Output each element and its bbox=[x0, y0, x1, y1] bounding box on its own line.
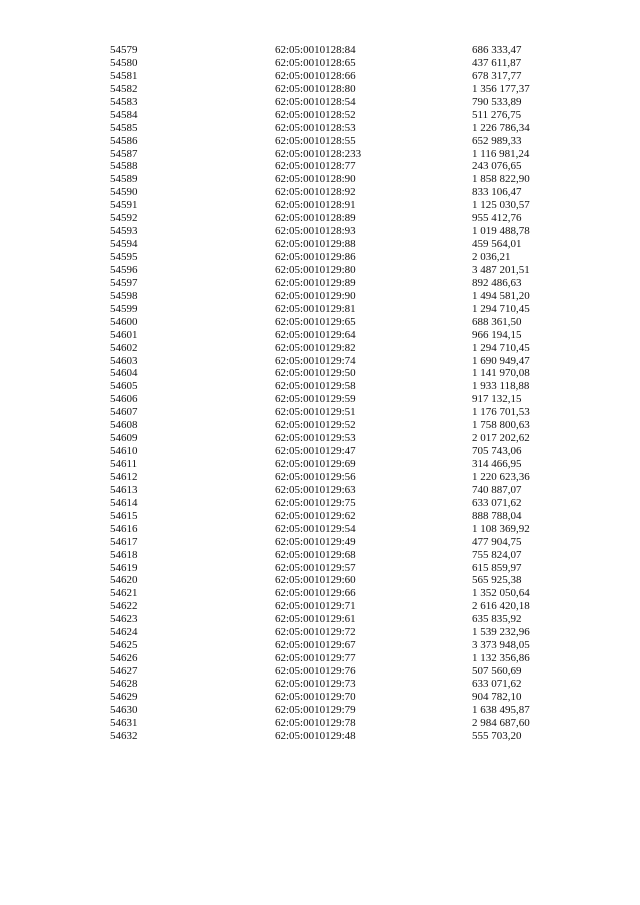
cadastral-value: 652 989,33 bbox=[472, 134, 522, 147]
cadastral-number: 62:05:0010129:59 bbox=[275, 393, 356, 406]
cadastral-number: 62:05:0010128:93 bbox=[275, 225, 356, 238]
table-row bbox=[0, 549, 640, 562]
cadastral-value: 1 226 786,34 bbox=[472, 121, 530, 134]
cadastral-value: 1 176 701,53 bbox=[472, 406, 530, 419]
table-row bbox=[0, 290, 640, 303]
row-number: 54615 bbox=[110, 509, 138, 522]
table-row bbox=[0, 510, 640, 523]
row-number: 54614 bbox=[110, 496, 138, 509]
table-row bbox=[0, 704, 640, 717]
cadastral-number: 62:05:0010129:75 bbox=[275, 496, 356, 509]
cadastral-value: 1 294 710,45 bbox=[472, 302, 530, 315]
row-number: 54623 bbox=[110, 613, 138, 626]
cadastral-value: 1 141 970,08 bbox=[472, 367, 530, 380]
row-number: 54593 bbox=[110, 225, 138, 238]
row-number: 54625 bbox=[110, 639, 138, 652]
cadastral-number: 62:05:0010129:82 bbox=[275, 341, 356, 354]
table-row bbox=[0, 277, 640, 290]
table-row bbox=[0, 536, 640, 549]
cadastral-value: 833 106,47 bbox=[472, 186, 522, 199]
cadastral-value: 686 333,47 bbox=[472, 44, 522, 56]
cadastral-number: 62:05:0010128:65 bbox=[275, 56, 356, 69]
table-row bbox=[0, 717, 640, 730]
row-number: 54605 bbox=[110, 380, 138, 393]
row-number: 54588 bbox=[110, 160, 138, 173]
row-number: 54580 bbox=[110, 56, 138, 69]
table-row bbox=[0, 613, 640, 626]
row-number: 54609 bbox=[110, 432, 138, 445]
table-row bbox=[0, 665, 640, 678]
cadastral-value: 1 108 369,92 bbox=[472, 522, 530, 535]
row-number: 54602 bbox=[110, 341, 138, 354]
table-row bbox=[0, 316, 640, 329]
table-row bbox=[0, 238, 640, 251]
row-number: 54624 bbox=[110, 626, 138, 639]
table-row bbox=[0, 445, 640, 458]
row-number: 54629 bbox=[110, 690, 138, 703]
table-row bbox=[0, 419, 640, 432]
table-row bbox=[0, 329, 640, 342]
row-number: 54601 bbox=[110, 328, 138, 341]
table-row bbox=[0, 406, 640, 419]
row-number: 54599 bbox=[110, 302, 138, 315]
cadastral-number: 62:05:0010128:66 bbox=[275, 69, 356, 82]
cadastral-value: 1 539 232,96 bbox=[472, 626, 530, 639]
table-row bbox=[0, 160, 640, 173]
table-row bbox=[0, 380, 640, 393]
row-number: 54579 bbox=[110, 44, 138, 56]
row-number: 54613 bbox=[110, 483, 138, 496]
cadastral-value: 1 933 118,88 bbox=[472, 380, 530, 393]
row-number: 54621 bbox=[110, 587, 138, 600]
row-number: 54619 bbox=[110, 561, 138, 574]
cadastral-number: 62:05:0010129:77 bbox=[275, 652, 356, 665]
table-row bbox=[0, 303, 640, 316]
cadastral-value: 790 533,89 bbox=[472, 95, 522, 108]
cadastral-value: 1 220 623,36 bbox=[472, 470, 530, 483]
cadastral-number: 62:05:0010128:54 bbox=[275, 95, 356, 108]
cadastral-value: 892 486,63 bbox=[472, 276, 522, 289]
cadastral-value: 477 904,75 bbox=[472, 535, 522, 548]
cadastral-number: 62:05:0010129:51 bbox=[275, 406, 356, 419]
cadastral-number: 62:05:0010129:64 bbox=[275, 328, 356, 341]
table-row bbox=[0, 135, 640, 148]
table-row bbox=[0, 367, 640, 380]
cadastral-number: 62:05:0010128:52 bbox=[275, 108, 356, 121]
row-number: 54631 bbox=[110, 716, 138, 729]
cadastral-value: 678 317,77 bbox=[472, 69, 522, 82]
cadastral-number: 62:05:0010129:69 bbox=[275, 458, 356, 470]
cadastral-number: 62:05:0010129:49 bbox=[275, 535, 356, 548]
row-number: 54595 bbox=[110, 251, 138, 263]
row-number: 54620 bbox=[110, 574, 138, 587]
cadastral-value: 1 758 800,63 bbox=[472, 419, 530, 432]
table-row bbox=[0, 264, 640, 277]
cadastral-value: 1 494 581,20 bbox=[472, 289, 530, 302]
cadastral-number: 62:05:0010129:50 bbox=[275, 367, 356, 380]
cadastral-value: 615 859,97 bbox=[472, 561, 522, 574]
cadastral-number: 62:05:0010129:78 bbox=[275, 716, 356, 729]
cadastral-value: 1 019 488,78 bbox=[472, 225, 530, 238]
cadastral-value: 705 743,06 bbox=[472, 445, 522, 458]
table-row bbox=[0, 600, 640, 613]
cadastral-value: 1 294 710,45 bbox=[472, 341, 530, 354]
cadastral-number: 62:05:0010129:79 bbox=[275, 703, 356, 716]
row-number: 54610 bbox=[110, 445, 138, 458]
row-number: 54598 bbox=[110, 289, 138, 302]
cadastral-value: 635 835,92 bbox=[472, 613, 522, 626]
table-row bbox=[0, 96, 640, 109]
row-number: 54590 bbox=[110, 186, 138, 199]
row-number: 54622 bbox=[110, 600, 138, 613]
cadastral-number: 62:05:0010129:86 bbox=[275, 251, 356, 263]
cadastral-value: 740 887,07 bbox=[472, 483, 522, 496]
table-row bbox=[0, 626, 640, 639]
cadastral-value: 2 616 420,18 bbox=[472, 600, 530, 613]
table-row bbox=[0, 393, 640, 406]
cadastral-value: 3 373 948,05 bbox=[472, 639, 530, 652]
row-number: 54616 bbox=[110, 522, 138, 535]
row-number: 54603 bbox=[110, 354, 138, 367]
cadastral-number: 62:05:0010129:71 bbox=[275, 600, 356, 613]
cadastral-value: 1 858 822,90 bbox=[472, 173, 530, 186]
cadastral-number: 62:05:0010129:61 bbox=[275, 613, 356, 626]
cadastral-number: 62:05:0010128:90 bbox=[275, 173, 356, 186]
cadastral-value: 1 356 177,37 bbox=[472, 82, 530, 95]
cadastral-number: 62:05:0010129:54 bbox=[275, 522, 356, 535]
cadastral-value: 1 125 030,57 bbox=[472, 199, 530, 212]
row-number: 54632 bbox=[110, 729, 138, 742]
row-number: 54612 bbox=[110, 470, 138, 483]
cadastral-number: 62:05:0010129:72 bbox=[275, 626, 356, 639]
cadastral-value: 2 017 202,62 bbox=[472, 432, 530, 445]
cadastral-number: 62:05:0010128:92 bbox=[275, 186, 356, 199]
table-row bbox=[0, 497, 640, 510]
cadastral-number: 62:05:0010128:80 bbox=[275, 82, 356, 95]
table-row bbox=[0, 57, 640, 70]
cadastral-value: 459 564,01 bbox=[472, 238, 522, 251]
row-number: 54628 bbox=[110, 677, 138, 690]
table-row bbox=[0, 652, 640, 665]
cadastral-number: 62:05:0010129:88 bbox=[275, 238, 356, 251]
row-number: 54600 bbox=[110, 315, 138, 328]
row-number: 54611 bbox=[110, 458, 138, 470]
cadastral-number: 62:05:0010128:91 bbox=[275, 199, 356, 212]
row-number: 54592 bbox=[110, 212, 138, 225]
table-row bbox=[0, 523, 640, 536]
cadastral-value: 1 638 495,87 bbox=[472, 703, 530, 716]
table-row bbox=[0, 432, 640, 445]
row-number: 54626 bbox=[110, 652, 138, 665]
cadastral-number: 62:05:0010129:67 bbox=[275, 639, 356, 652]
cadastral-number: 62:05:0010129:58 bbox=[275, 380, 356, 393]
table-row bbox=[0, 225, 640, 238]
cadastral-value: 1 690 949,47 bbox=[472, 354, 530, 367]
row-number: 54581 bbox=[110, 69, 138, 82]
row-number: 54594 bbox=[110, 238, 138, 251]
cadastral-number: 62:05:0010129:68 bbox=[275, 548, 356, 561]
table-row bbox=[0, 691, 640, 704]
cadastral-value: 314 466,95 bbox=[472, 458, 522, 470]
row-number: 54582 bbox=[110, 82, 138, 95]
cadastral-number: 62:05:0010128:89 bbox=[275, 212, 356, 225]
cadastral-value: 507 560,69 bbox=[472, 665, 522, 677]
cadastral-number: 62:05:0010129:74 bbox=[275, 354, 356, 367]
cadastral-value: 755 824,07 bbox=[472, 548, 522, 561]
row-number: 54584 bbox=[110, 108, 138, 121]
row-number: 54608 bbox=[110, 419, 138, 432]
cadastral-value: 917 132,15 bbox=[472, 393, 522, 406]
cadastral-number: 62:05:0010129:90 bbox=[275, 289, 356, 302]
row-number: 54585 bbox=[110, 121, 138, 134]
cadastral-value: 3 487 201,51 bbox=[472, 263, 530, 276]
cadastral-number: 62:05:0010129:60 bbox=[275, 574, 356, 587]
table-row bbox=[0, 678, 640, 691]
table-row bbox=[0, 186, 640, 199]
table-row bbox=[0, 83, 640, 96]
cadastral-value: 437 611,87 bbox=[472, 56, 522, 69]
row-number: 54586 bbox=[110, 134, 138, 147]
cadastral-value: 2 036,21 bbox=[472, 251, 511, 263]
cadastral-number: 62:05:0010129:57 bbox=[275, 561, 356, 574]
cadastral-number: 62:05:0010128:84 bbox=[275, 44, 356, 56]
cadastral-number: 62:05:0010128:53 bbox=[275, 121, 356, 134]
cadastral-number: 62:05:0010129:47 bbox=[275, 445, 356, 458]
table-row bbox=[0, 355, 640, 368]
cadastral-number: 62:05:0010128:77 bbox=[275, 160, 356, 173]
cadastral-value: 633 071,62 bbox=[472, 677, 522, 690]
cadastral-value: 904 782,10 bbox=[472, 690, 522, 703]
row-number: 54596 bbox=[110, 263, 138, 276]
cadastral-number: 62:05:0010129:48 bbox=[275, 729, 356, 742]
table-row bbox=[0, 122, 640, 135]
table-row bbox=[0, 730, 640, 743]
cadastral-number: 62:05:0010129:70 bbox=[275, 690, 356, 703]
row-number: 54604 bbox=[110, 367, 138, 380]
table-row bbox=[0, 562, 640, 575]
cadastral-value: 1 132 356,86 bbox=[472, 652, 530, 665]
table-row bbox=[0, 212, 640, 225]
table-row bbox=[0, 484, 640, 497]
table-row bbox=[0, 70, 640, 83]
cadastral-number: 62:05:0010129:56 bbox=[275, 470, 356, 483]
table-row bbox=[0, 639, 640, 652]
row-number: 54627 bbox=[110, 665, 138, 677]
cadastral-value: 688 361,50 bbox=[472, 315, 522, 328]
cadastral-value: 633 071,62 bbox=[472, 496, 522, 509]
row-number: 54630 bbox=[110, 703, 138, 716]
row-number: 54587 bbox=[110, 147, 138, 160]
table-row bbox=[0, 199, 640, 212]
row-number: 54617 bbox=[110, 535, 138, 548]
table-row bbox=[0, 471, 640, 484]
table-row bbox=[0, 342, 640, 355]
data-table bbox=[0, 44, 640, 743]
table-row bbox=[0, 458, 640, 471]
table-row bbox=[0, 251, 640, 264]
cadastral-number: 62:05:0010128:55 bbox=[275, 134, 356, 147]
cadastral-value: 243 076,65 bbox=[472, 160, 522, 173]
cadastral-number: 62:05:0010129:80 bbox=[275, 263, 356, 276]
table-row bbox=[0, 173, 640, 186]
cadastral-number: 62:05:0010129:89 bbox=[275, 276, 356, 289]
row-number: 54591 bbox=[110, 199, 138, 212]
table-row bbox=[0, 109, 640, 122]
row-number: 54589 bbox=[110, 173, 138, 186]
cadastral-value: 966 194,15 bbox=[472, 328, 522, 341]
table-row bbox=[0, 148, 640, 161]
cadastral-number: 62:05:0010129:63 bbox=[275, 483, 356, 496]
row-number: 54583 bbox=[110, 95, 138, 108]
cadastral-value: 565 925,38 bbox=[472, 574, 522, 587]
row-number: 54607 bbox=[110, 406, 138, 419]
cadastral-number: 62:05:0010129:81 bbox=[275, 302, 356, 315]
cadastral-value: 1 352 050,64 bbox=[472, 587, 530, 600]
row-number: 54618 bbox=[110, 548, 138, 561]
cadastral-value: 555 703,20 bbox=[472, 729, 522, 742]
cadastral-value: 2 984 687,60 bbox=[472, 716, 530, 729]
cadastral-number: 62:05:0010129:62 bbox=[275, 509, 356, 522]
cadastral-value: 1 116 981,24 bbox=[472, 147, 530, 160]
table-row bbox=[0, 44, 640, 57]
row-number: 54606 bbox=[110, 393, 138, 406]
row-number: 54597 bbox=[110, 276, 138, 289]
cadastral-number: 62:05:0010129:73 bbox=[275, 677, 356, 690]
table-row bbox=[0, 587, 640, 600]
table-row bbox=[0, 574, 640, 587]
cadastral-number: 62:05:0010129:53 bbox=[275, 432, 356, 445]
cadastral-number: 62:05:0010129:52 bbox=[275, 419, 356, 432]
cadastral-value: 955 412,76 bbox=[472, 212, 522, 225]
cadastral-value: 888 788,04 bbox=[472, 509, 522, 522]
cadastral-number: 62:05:0010129:65 bbox=[275, 315, 356, 328]
cadastral-number: 62:05:0010129:76 bbox=[275, 665, 356, 677]
cadastral-number: 62:05:0010129:66 bbox=[275, 587, 356, 600]
cadastral-value: 511 276,75 bbox=[472, 108, 522, 121]
cadastral-number: 62:05:0010128:233 bbox=[275, 147, 362, 160]
